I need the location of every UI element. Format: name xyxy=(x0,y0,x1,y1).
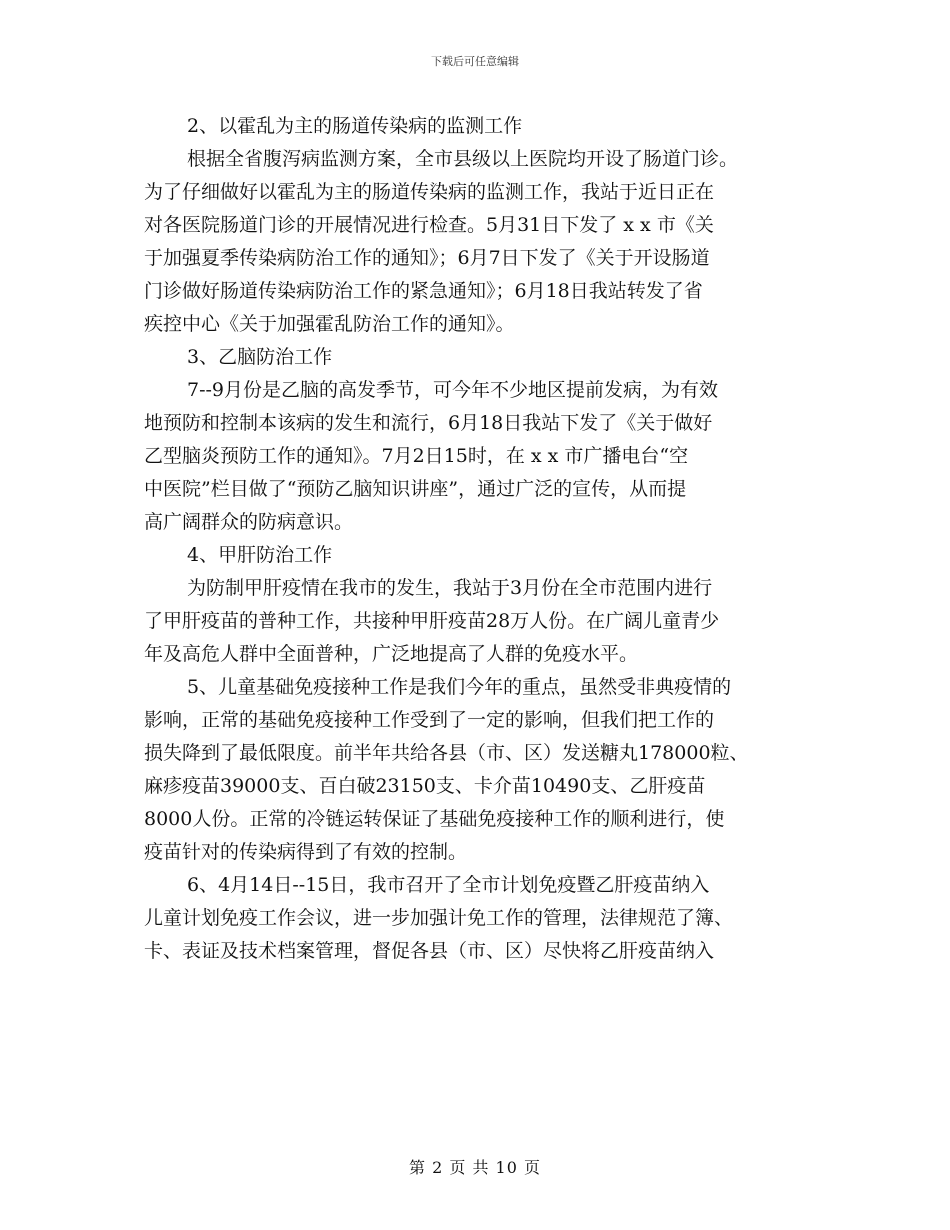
paragraph-line: 高广阔群众的防病意识。 xyxy=(144,511,354,533)
paragraph-line: 5、儿童基础免疫接种工作是我们今年的重点，虽然受非典疫情的 xyxy=(187,676,732,698)
page-footer: 第 2 页 共 10 页 xyxy=(409,1158,541,1177)
paragraph-line: 于加强夏季传染病防治工作的通知》；6月7日下发了《关于开设肠道 xyxy=(144,247,710,269)
paragraph-line: 影响，正常的基础免疫接种工作受到了一定的影响，但我们把工作的 xyxy=(144,709,715,731)
paragraph-line: 为防制甲肝疫情在我市的发生，我站于3月份在全市范围内进行 xyxy=(187,577,713,599)
paragraph-line: 卡、表证及技术档案管理，督促各县（市、区）尽快将乙肝疫苗纳入 xyxy=(144,940,715,962)
paragraph-line: 8000人份。正常的冷链运转保证了基础免疫接种工作的顺利进行，使 xyxy=(144,808,725,830)
paragraph-line: 疫苗针对的传染病得到了有效的控制。 xyxy=(144,841,468,863)
paragraph-line: 了甲肝疫苗的普种工作，共接种甲肝疫苗28万人份。在广阔儿童青少 xyxy=(144,610,720,632)
paragraph-line: 门诊做好肠道传染病防治工作的紧急通知》；6月18日我站转发了省 xyxy=(144,280,703,302)
paragraph-line: 地预防和控制本该病的发生和流行，6月18日我站下发了《关于做好 xyxy=(144,412,713,434)
paragraph-line: 根据全省腹泻病监测方案，全市县级以上医院均开设了肠道门诊。 xyxy=(187,148,739,170)
section-heading: 3、乙脑防治工作 xyxy=(187,346,333,368)
page-header: 下载后可任意编辑 xyxy=(431,55,519,68)
section-heading: 4、甲肝防治工作 xyxy=(187,544,333,566)
paragraph-line: 7--9月份是乙脑的高发季节，可今年不少地区提前发病，为有效 xyxy=(187,379,719,401)
document-body xyxy=(144,110,809,968)
paragraph-line: 对各医院肠道门诊的开展情况进行检查。5月31日下发了 x x 市《关 xyxy=(144,214,714,236)
paragraph-line: 疾控中心《关于加强霍乱防治工作的通知》。 xyxy=(144,313,515,335)
paragraph-line: 为了仔细做好以霍乱为主的肠道传染病的监测工作，我站于近日正在 xyxy=(144,181,715,203)
paragraph-line: 损失降到了最低限度。前半年共给各县（市、区）发送糖丸178000粒、 xyxy=(144,742,749,764)
paragraph-line: 儿童计划免疫工作会议，进一步加强计免工作的管理，法律规范了簿、 xyxy=(144,907,734,929)
section-heading: 2、以霍乱为主的肠道传染病的监测工作 xyxy=(187,115,523,137)
paragraph-line: 6、4月14日--15日，我市召开了全市计划免疫暨乙肝疫苗纳入 xyxy=(187,874,710,896)
paragraph-line: 中医院”栏目做了“预防乙脑知识讲座”，通过广泛的宣传，从而提 xyxy=(144,478,687,500)
paragraph-line: 年及高危人群中全面普种，广泛地提高了人群的免疫水平。 xyxy=(144,643,639,665)
paragraph-line: 乙型脑炎预防工作的通知》。7月2日15时，在 x x 市广播电台“空 xyxy=(144,445,689,467)
paragraph-line: 麻疹疫苗39000支、百白破23150支、卡介苗10490支、乙肝疫苗 xyxy=(144,775,706,797)
